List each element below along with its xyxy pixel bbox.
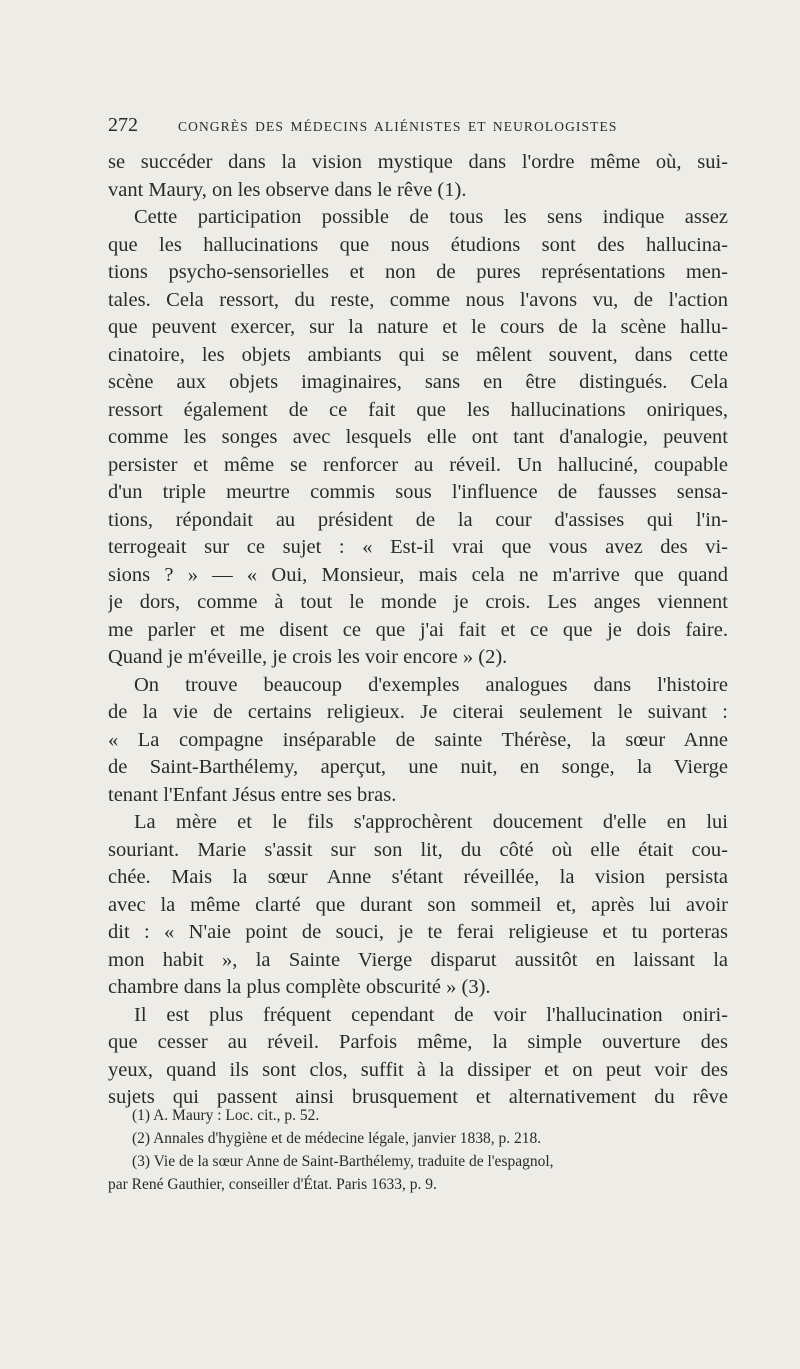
text-line: comme les songes avec lesquels elle ont tant d'analogie, peuvent	[108, 426, 728, 448]
footnotes	[108, 1104, 728, 1196]
text-line: La mère et le fils s'approchèrent doucement d'elle en lui	[134, 811, 728, 833]
running-head: CONGRÈS DES MÉDECINS ALIÉNISTES ET NEUROLOGISTES	[178, 119, 618, 134]
text-line: avec la même clarté que durant son sommeil et, après lui avoir	[108, 893, 728, 916]
text-line: ressort également de ce fait que les hallucinations oniriques,	[108, 398, 728, 421]
text-line: d'un triple meurtre commis sous l'influence de fausses sensa-	[108, 481, 728, 503]
text-line: de la vie de certains religieux. Je citerai seulement le suivant :	[108, 701, 728, 723]
text-line: que les hallucinations que nous étudions sont des hallucina-	[108, 233, 728, 256]
text-line: se succéder dans la vision mystique dans l'ordre même où, sui-	[108, 151, 728, 173]
text-line: persister et même se renforcer au réveil. Un halluciné, coupable	[108, 453, 728, 476]
text-line: souriant. Marie s'assit sur son lit, du côté où elle était cou-	[108, 838, 728, 861]
text-line: cinatoire, les objets ambiants qui se mêlent souvent, dans cette	[108, 343, 728, 366]
text-line: « La compagne inséparable de sainte Thérèse, la sœur Anne	[108, 728, 728, 751]
text-line: scène aux objets imaginaires, sans en être distingués. Cela	[108, 371, 728, 393]
text-line: de Saint-Barthélemy, aperçut, une nuit, en songe, la Vierge	[108, 756, 728, 778]
page-number: 272	[108, 114, 138, 136]
text-line: Il est plus fréquent cependant de voir l'hallucination oniri-	[134, 1003, 728, 1026]
text-line: On trouve beaucoup d'exemples analogues dans l'histoire	[134, 673, 728, 696]
text-line: que peuvent exercer, sur la nature et le cours de la scène hallu-	[108, 316, 728, 338]
text-line: terrogeait sur ce sujet : « Est-il vrai que vous avez des vi-	[108, 536, 728, 558]
text-line: vant Maury, on les observe dans le rêve (1).	[108, 178, 467, 201]
text-line: tions, répondait au président de la cour d'assises qui l'in-	[108, 508, 728, 531]
footnote-line: (1) A. Maury : Loc. cit., p. 52.	[132, 1107, 320, 1124]
body-text	[108, 149, 728, 1112]
text-line: chambre dans la plus complète obscurité » (3).	[108, 976, 491, 998]
text-line: tenant l'Enfant Jésus entre ses bras.	[108, 783, 397, 806]
text-line: sujets qui passent ainsi brusquement et alternativement du rêve	[108, 1086, 728, 1108]
text-line: mon habit », la Sainte Vierge disparut aussitôt en laissant la	[108, 948, 728, 971]
text-line: chée. Mais la sœur Anne s'étant réveillée, la vision persista	[108, 866, 728, 888]
text-line: tales. Cela ressort, du reste, comme nous l'avons vu, de l'action	[108, 288, 728, 311]
text-line: Cette participation possible de tous les sens indique assez	[134, 206, 728, 228]
text-line: me parler et me disent ce que j'ai fait et ce que je dois faire.	[108, 618, 728, 641]
text-line: yeux, quand ils sont clos, suffit à la dissiper et on peut voir des	[108, 1058, 728, 1081]
text-line: que cesser au réveil. Parfois même, la simple ouverture des	[108, 1031, 728, 1053]
text-line: je dors, comme à tout le monde je crois. Les anges viennent	[108, 591, 728, 613]
text-line: Quand je m'éveille, je crois les voir encore » (2).	[108, 646, 508, 668]
page-header	[108, 114, 728, 138]
text-line: sions ? » — « Oui, Monsieur, mais cela ne m'arrive que quand	[108, 563, 728, 586]
text-line: tions psycho-sensorielles et non de pures représentations men-	[108, 261, 728, 283]
footnote-line: (2) Annales d'hygiène et de médecine légale, janvier 1838, p. 218.	[132, 1130, 542, 1147]
footnote-line: par René Gauthier, conseiller d'État. Paris 1633, p. 9.	[108, 1176, 437, 1193]
text-line: dit : « N'aie point de souci, je te ferai religieuse et tu porteras	[108, 921, 728, 943]
footnote-line: (3) Vie de la sœur Anne de Saint-Barthélemy, traduite de l'espagnol,	[132, 1153, 554, 1170]
